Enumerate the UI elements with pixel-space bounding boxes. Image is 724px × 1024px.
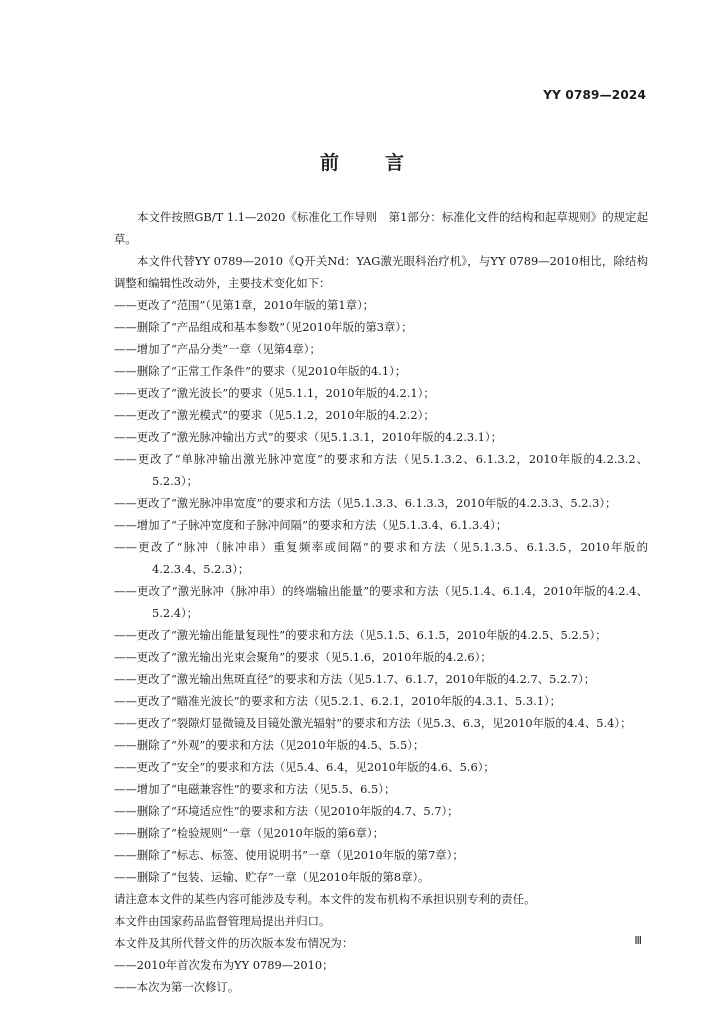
patent-notice: 请注意本文件的某些内容可能涉及专利。本文件的发布机构不承担识别专利的责任。 [114, 892, 536, 906]
list-item: ——删除了“外观”的要求和方法（见2010年版的4.5、5.5）； [114, 738, 425, 752]
list-item: ——删除了“正常工作条件”的要求（见2010年版的4.1）； [114, 364, 407, 378]
list-item: ——更改了“瞄准光波长”的要求和方法（见5.2.1、6.2.1，2010年版的4.3.1、5.3.1）； [114, 694, 562, 708]
list-item: ——增加了“子脉冲宽度和子脉冲间隔”的要求和方法（见5.1.3.4、6.1.3.4）； [114, 518, 508, 532]
history-list [114, 954, 648, 998]
list-item: ——更改了“激光脉冲输出方式”的要求（见5.1.3.1，2010年版的4.2.3.1）； [114, 430, 503, 444]
list-item: ——删除了“包装、运输、贮存”一章（见2010年版的第8章）。 [114, 870, 430, 884]
list-item: ——增加了“电磁兼容性”的要求和方法（见5.5、6.5）； [114, 782, 396, 796]
foreword-body [114, 206, 648, 998]
standard-code: YY 0789—2024 [543, 88, 646, 102]
list-item: ——更改了“激光输出能量复现性”的要求和方法（见5.1.5、6.1.5，2010年版的4.2.5、5.2.5）； [114, 628, 607, 642]
changes-list [114, 294, 648, 888]
list-item: ——本次为第一次修订。 [114, 980, 240, 994]
list-item: ——更改了“激光输出焦斑直径”的要求和方法（见5.1.7、6.1.7，2010年版的4.2.7、5.2.7）； [114, 672, 596, 686]
list-item: ——更改了“安全”的要求和方法（见5.4、6.4，见2010年版的4.6、5.6）； [114, 760, 495, 774]
page-title: 前言 [319, 152, 450, 174]
history-intro: 本文件及其所代替文件的历次版本发布情况为： [114, 936, 354, 950]
list-item: ——更改了“激光脉冲（脉冲串）的终端输出能量”的要求和方法（见5.1.4、6.1.4，2010年版的4.2.4、5.2.4）； [114, 584, 648, 620]
list-item: ——更改了“激光模式”的要求（见5.1.2，2010年版的4.2.2）； [114, 408, 435, 422]
replacement-paragraph: 本文件代替YY 0789—2010《Q开关Nd：YAG激光眼科治疗机》，与YY 0789—2010相比，除结构调整和编辑性改动外，主要技术变化如下： [114, 254, 648, 290]
list-item: ——2010年首次发布为YY 0789—2010； [114, 958, 334, 972]
page-number: Ⅲ [634, 934, 642, 947]
list-item: ——更改了“单脉冲输出激光脉冲宽度”的要求和方法（见5.1.3.2、6.1.3.2，2010年版的4.2.3.2、5.2.3）； [114, 452, 648, 488]
list-item: ——删除了“标志、标签、使用说明书”一章（见2010年版的第7章）； [114, 848, 464, 862]
list-item: ——更改了“激光脉冲串宽度”的要求和方法（见5.1.3.3、6.1.3.3，2010年版的4.2.3.3、5.2.3）； [114, 496, 617, 510]
list-item: ——更改了“激光输出光束会聚角”的要求（见5.1.6，2010年版的4.2.6）； [114, 650, 492, 664]
list-item: ——更改了“裂隙灯显微镜及目镜处激光辐射”的要求和方法（见5.3、6.3，见2010年版的4.4、5.4）； [114, 716, 632, 730]
list-item: ——增加了“产品分类”一章（见第4章）； [114, 342, 321, 356]
list-item: ——更改了“范围”（见第1章，2010年版的第1章）； [114, 298, 375, 312]
list-item: ——删除了“产品组成和基本参数”（见2010年版的第3章）； [114, 320, 413, 334]
list-item: ——删除了“检验规则”一章（见2010年版的第6章）； [114, 826, 384, 840]
drafting-rules-paragraph: 本文件按照GB/T 1.1—2020《标准化工作导则 第1部分：标准化文件的结构和起草规则》的规定起草。 [114, 210, 648, 246]
list-item: ——更改了“激光波长”的要求（见5.1.1，2010年版的4.2.1）； [114, 386, 435, 400]
list-item: ——删除了“环境适应性”的要求和方法（见2010年版的4.7、5.7）； [114, 804, 459, 818]
list-item: ——更改了“脉冲（脉冲串）重复频率或间隔”的要求和方法（见5.1.3.5、6.1.3.5，2010年版的4.2.3.4、5.2.3）； [114, 540, 648, 576]
proposing-authority: 本文件由国家药品监督管理局提出并归口。 [114, 914, 331, 928]
